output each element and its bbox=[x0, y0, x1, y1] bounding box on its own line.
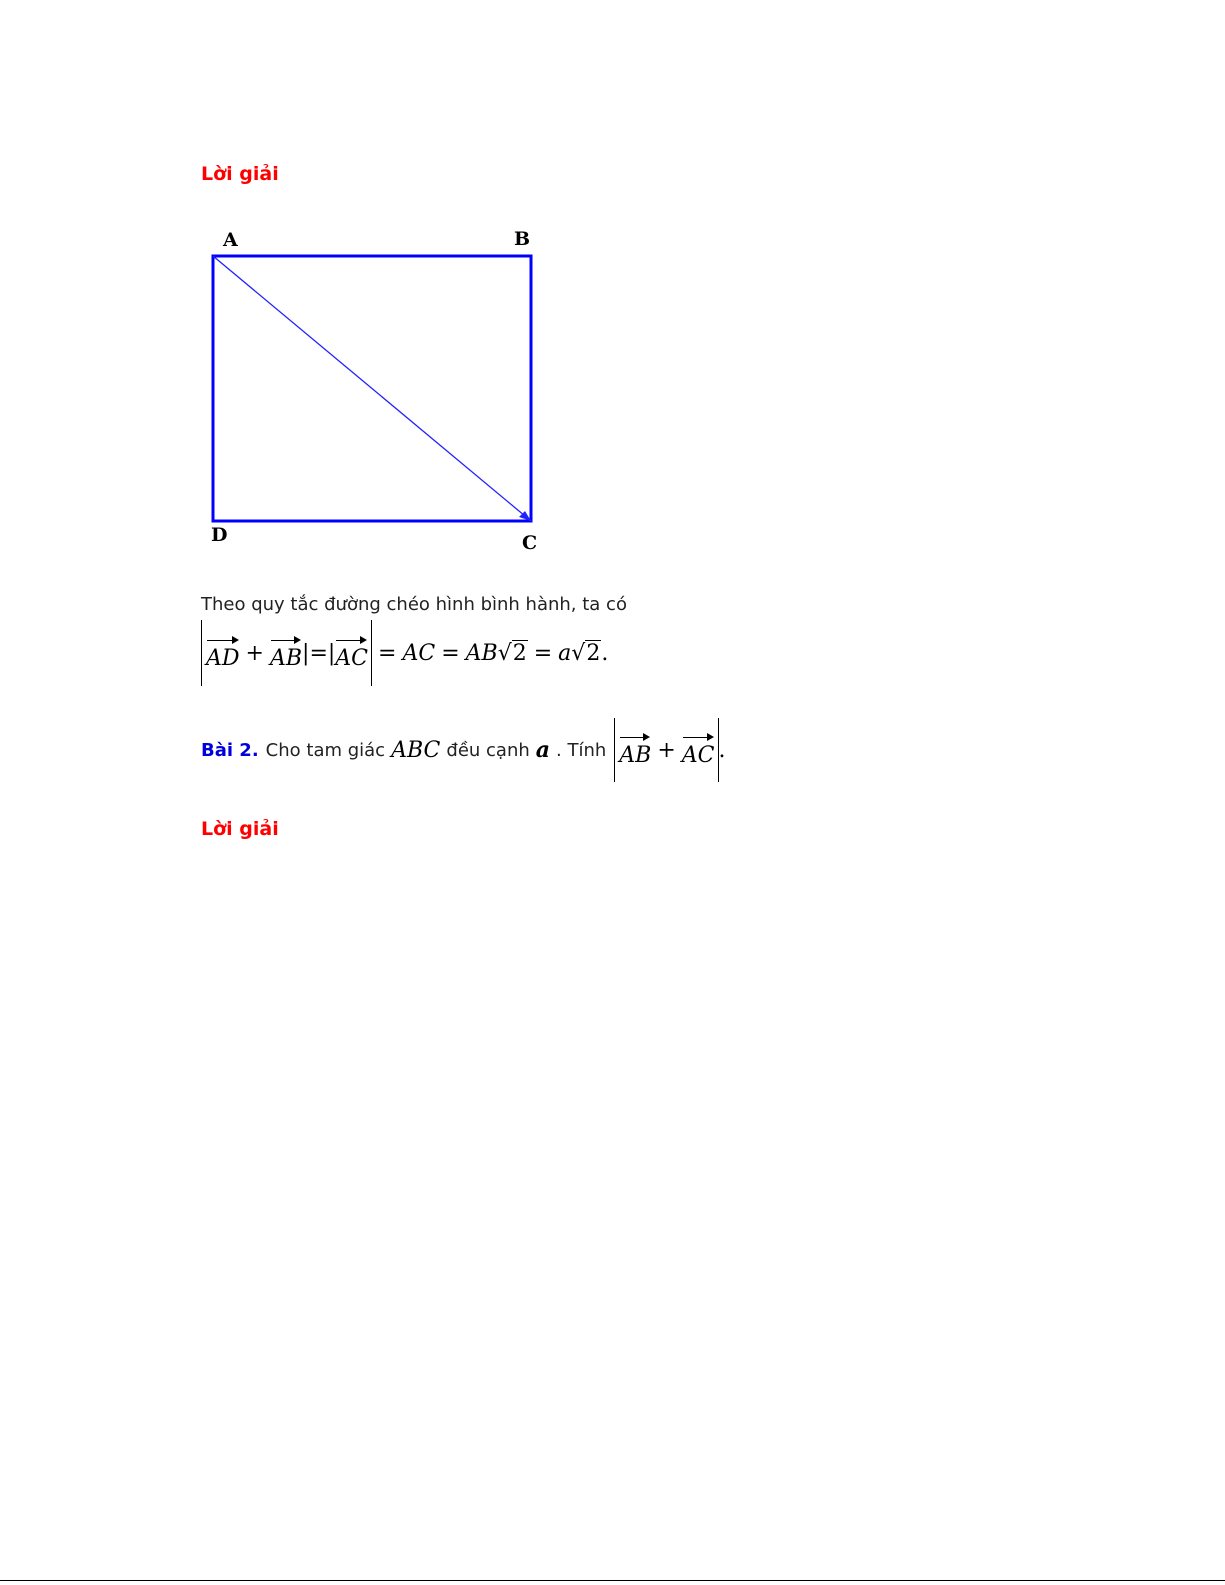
problem-2 bbox=[201, 718, 726, 782]
formula-vector-sum bbox=[201, 620, 608, 686]
term-ac: AC bbox=[402, 640, 436, 666]
vector-ac: AC bbox=[335, 636, 368, 671]
equals-3: = bbox=[533, 640, 553, 666]
formula-ab-plus-ac bbox=[614, 718, 725, 782]
vertex-label-b: B bbox=[514, 228, 531, 250]
vector-ad: AD bbox=[206, 636, 240, 671]
equals-abs: |=| bbox=[302, 640, 336, 666]
sqrt-2 bbox=[571, 641, 601, 666]
math-a: a bbox=[535, 737, 551, 763]
equals-2: = bbox=[441, 640, 460, 666]
term-ab: AB bbox=[465, 640, 498, 666]
problem-text-a: Cho tam giác bbox=[265, 739, 386, 761]
sqrt-symbol-2: √ bbox=[571, 640, 586, 666]
sqrt-argument: 2 bbox=[512, 640, 527, 666]
vertex-label-a: A bbox=[223, 229, 238, 251]
vertex-label-c: C bbox=[522, 532, 538, 554]
plus-sign: + bbox=[245, 640, 264, 666]
diagonal-ac bbox=[213, 256, 531, 521]
solution-heading-2: Lời giải bbox=[201, 818, 279, 840]
vector-ab-2: AB bbox=[619, 733, 651, 768]
vector-ab: AB bbox=[270, 636, 302, 671]
abs-bar-left-2 bbox=[614, 718, 615, 782]
sqrt-1 bbox=[498, 641, 528, 666]
problem-label: Bài 2. bbox=[201, 739, 259, 761]
explanation-text: Theo quy tắc đường chéo hình bình hành, ta có bbox=[201, 594, 627, 615]
vertex-label-d: D bbox=[211, 524, 228, 546]
formula-end-2: . bbox=[718, 737, 726, 763]
vector-ac-2: AC bbox=[682, 733, 715, 768]
abs-bar-left bbox=[201, 620, 202, 686]
term-a: a bbox=[558, 640, 572, 666]
formula-end: . bbox=[601, 640, 609, 666]
math-abc: ABC bbox=[391, 737, 441, 763]
problem-text-c: . Tính bbox=[556, 739, 607, 761]
sqrt-symbol: √ bbox=[497, 640, 512, 666]
problem-text-b: đều cạnh bbox=[446, 739, 530, 761]
abs-bar-right bbox=[371, 620, 372, 686]
rectangle-figure bbox=[195, 222, 555, 562]
sqrt-argument-2: 2 bbox=[586, 640, 601, 666]
solution-heading: Lời giải bbox=[201, 163, 279, 185]
page-bottom-border bbox=[0, 1580, 1225, 1581]
equals-1: = bbox=[378, 640, 397, 666]
plus-sign-2: + bbox=[657, 737, 676, 763]
